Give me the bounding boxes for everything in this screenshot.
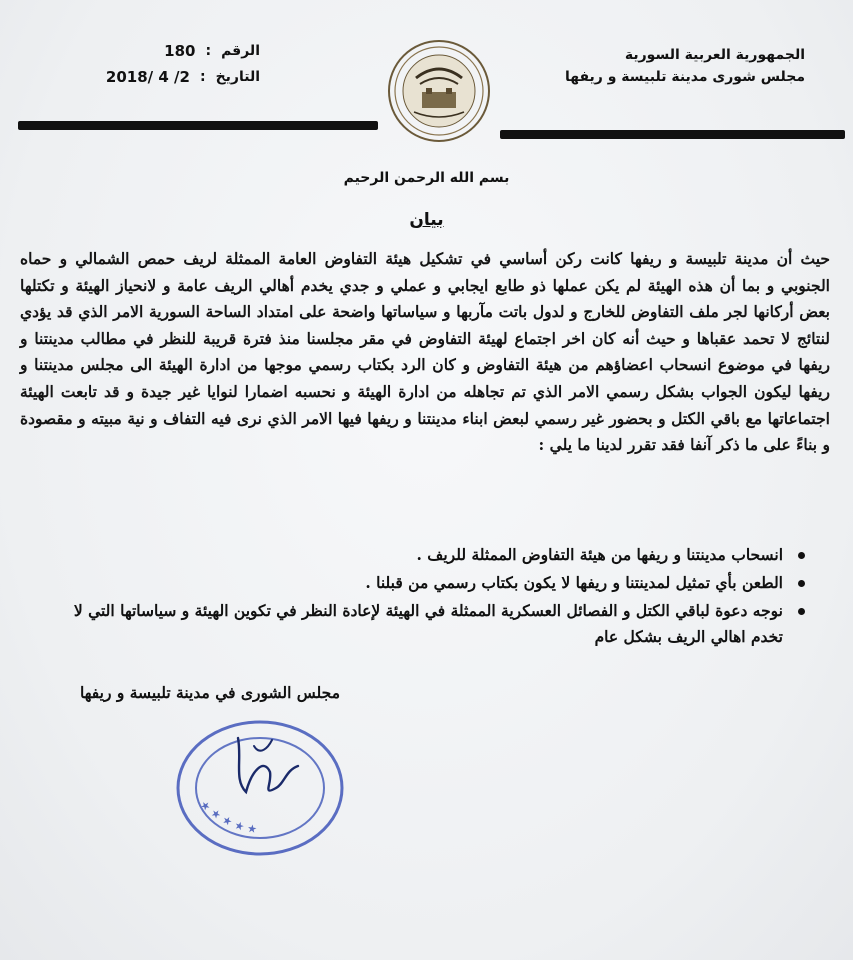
decision-item: الطعن بأي تمثيل لمدينتنا و ريفها لا يكون بكتاب رسمي من قبلنا . [45,570,805,596]
bullet-icon [798,552,805,559]
reference-number: الرقم : 180 [80,38,260,64]
number-label: الرقم [221,43,260,59]
header-divider-right [500,130,845,139]
letterhead-right [545,44,805,88]
statement-body: حيث أن مدينة تلبيسة و ريفها كانت ركن أساسي في تشكيل هيئة التفاوض العامة الممثلة لريف حمص الشمالي و حماه الجنوبي و بما أن هذه الهيئة لم يكن عملها ذو طابع ايجابي و عملي و جدي يخدم أهالي الريف عامة و لانحياز الهيئة و تكتلها بعض أركانها لجر ملف التفاوض للخارج و لدول باتت مآربها و سياساتها واضحة على امتداد الساحة السورية الامر الذي قد يؤدي لنتائج لا تحمد عقباها و حيث أنه كان اخر اجتماع لهيئة التفاوض في مقر مجلسنا منذ فترة قريبة للنظر في مطالب مدينتنا و ريفها في موضوع انسحاب اعضاؤهم من هيئة التفاوض و كان الرد بكتاب رسمي موجها من ادارة الهيئة الى مجلس مدينتنا و ريفها ليكون الجواب بشكل رسمي الامر الذي تم تجاهله من ادارة الهيئة و نحسبه اضمارا لنوايا غير جيدة و قد تابعت الهيئة اجتماعاتها مع باقي الكتل و بحضور غير رسمي لبعض ابناء مدينتنا و ريفها فيها الامر الذي نرى فيه التفاف و نية مبيته و مقصودة و بناءً على ما ذكر آنفا فقد تقرر لدينا ما يلي : [20,249,830,455]
decisions-list [45,542,805,652]
date-value: 2018/ 4 /2 [105,68,190,86]
svg-text:★ ★ ★ ★ ★: ★ ★ ★ ★ ★ [197,797,258,837]
council-name: مجلس شورى مدينة تلبيسة و ريفها [564,69,805,85]
council-emblem-icon [386,38,492,144]
signatory: مجلس الشورى في مدينة تلبيسة و ريفها [79,683,340,702]
document-date: التاريخ : 2018/ 4 /2 [80,64,260,90]
basmala: بسم الله الرحمن الرحيم [343,170,510,186]
bullet-icon [798,608,805,615]
official-stamp-icon [168,700,358,860]
country-name: الجمهورية العربية السورية [624,47,805,63]
header-divider-left [18,121,378,130]
letterhead-left [80,38,260,90]
decision-item: انسحاب مدينتنا و ريفها من هيئة التفاوض الممثلة للريف . [45,542,805,568]
number-value: 180 [164,42,196,60]
bullet-icon [798,580,805,587]
document-title: بيان [409,210,444,230]
decision-item: نوجه دعوة لباقي الكتل و الفصائل العسكرية الممثلة في الهيئة لإعادة النظر في تكوين الهيئة و سياساتها التي لا تخدم اهالي الريف بشكل عام [45,598,805,650]
date-label: التاريخ [215,69,260,85]
